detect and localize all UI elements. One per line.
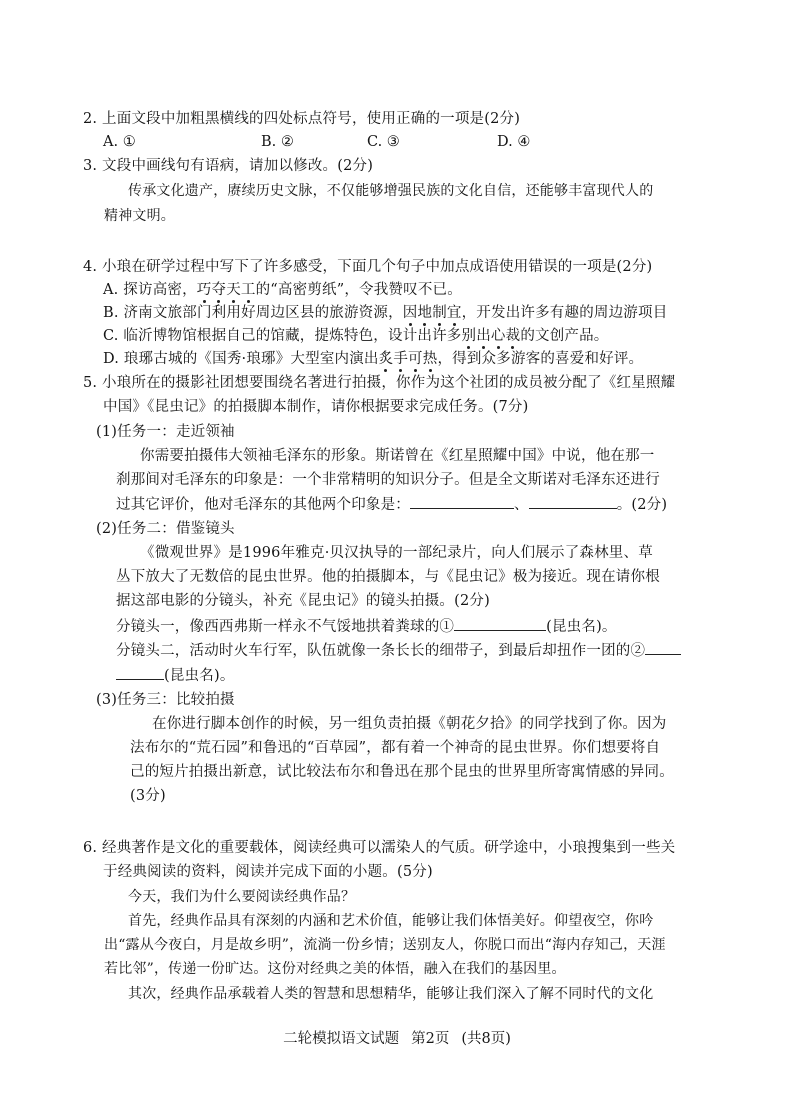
emphasis-dot-char: 宜 [446, 305, 462, 321]
q2-option-b: B. ② [261, 134, 294, 150]
q2-option-c: C. ③ [367, 134, 400, 150]
emphasis-dot-char: 制 [432, 305, 447, 321]
q3-stem: 3. 文段中画线句有语病，请加以修改。(2分) [83, 158, 374, 174]
q2-option-d: D. ④ [497, 134, 531, 150]
q5-stem-line2: 中国》《昆虫记》的拍摄脚本制作，请你根据要求完成任务。(7分) [103, 399, 529, 415]
q5-task2-line1: 《微观世界》是1996年雅克·贝汉执导的一部纪录片，向人们展示了森林里、草 [140, 545, 653, 561]
q5-shot2-line2: (昆虫名)。 [116, 665, 235, 686]
q5-task2-title: (2)任务二：借鉴镜头 [96, 521, 235, 537]
q5-shot1: 分镜头一，像西西弗斯一样永不气馁地拱着粪球的① (昆虫名)。 [116, 616, 617, 637]
emphasis-dot-char: 热 [422, 351, 438, 367]
q5-task3-line4: (3分) [130, 788, 166, 804]
q6-paragraph-2-line2: 出“露从今夜白，月是故乡明”，流淌一份乡情；送别友人，你脱口而出“海内存知己，天涯 [104, 937, 666, 953]
q5-task3-line2: 法布尔的“荒石园”和鲁迅的“百草园”，都有着一个神奇的昆虫世界。你们想要将自 [130, 740, 661, 756]
emphasis-dot-char: 工 [240, 282, 256, 298]
emphasis-dot-char: 可 [408, 351, 423, 367]
emphasis-dot-char: 出 [476, 328, 491, 344]
q6-stem-line2: 于经典阅读的资料，阅读并完成下面的小题。(5分) [103, 864, 433, 880]
emphasis-dot-char: 因 [402, 305, 418, 321]
emphasis-dot-char: 手 [393, 351, 409, 367]
q5-task2-line3: 据这部电影的分镜头，补充《昆虫记》的镜头拍摄。(2分) [116, 593, 490, 609]
q4-b-dotted-idiom [403, 305, 462, 321]
answer-blank-insect-2a[interactable] [645, 640, 681, 655]
emphasis-dot-char: 地 [417, 305, 433, 321]
q4-stem: 4. 小琅在研学过程中写下了许多感受，下面几个句子中加点成语使用错误的一项是(2分) [83, 259, 653, 275]
q4-option-d: D. 琅琊古城的《国秀·琅琊》大型室内演出炙手可热，得到众多游客的喜爱和好评。 [103, 351, 644, 367]
q4-option-a: A. 探访高密，巧夺天工的“高密剪纸”，令我赞叹不已。 [103, 282, 462, 298]
emphasis-dot-char: 夺 [211, 282, 227, 298]
answer-blank-1[interactable] [410, 494, 514, 509]
q2-stem: 2. 上面文段中加粗黑横线的四处标点符号，使用正确的一项是(2分) [83, 111, 521, 127]
q5-task3-line3: 己的短片拍摄出新意，试比较法布尔和鲁迅在那个昆虫的世界里所寄寓情感的异同。 [130, 764, 674, 780]
footer-page-number: 第2页 [411, 1031, 450, 1047]
emphasis-dot-char: 别 [461, 328, 477, 344]
q5-task2-line2: 丛下放大了无数倍的昆虫世界。他的拍摄脚本，与《昆虫记》极为接近。现在请你根 [116, 569, 660, 585]
q5-task3-title: (3)任务三：比较拍摄 [96, 692, 235, 708]
emphasis-dot-char: 裁 [505, 328, 521, 344]
q5-task1-line3: 过其它评价，他对毛泽东的其他两个印象是： 、 。(2分) [116, 494, 667, 515]
q2-option-a: A. ① [103, 134, 136, 150]
footer-total-pages: (共8页) [461, 1031, 511, 1047]
q4-option-b: B. 济南文旅部门利用好周边区县的旅游资源，因地制宜，开发出许多有趣的周边游项目 [103, 305, 668, 321]
page-footer [0, 1027, 794, 1048]
q6-paragraph-2-line3: 若比邻”，传递一份旷达。这份对经典之美的体悟，融入在我们的基因里。 [104, 961, 566, 977]
emphasis-dot-char: 心 [490, 328, 506, 344]
footer-title: 二轮模拟语文试题 [283, 1031, 400, 1047]
q5-task3-line1: 在你进行脚本创作的时候，另一组负责拍摄《朝花夕拾》的同学找到了你。因为 [152, 716, 667, 732]
q5-task1-line2: 刹那间对毛泽东的印象是：一个非常精明的知识分子。但是全文斯诺对毛泽东还进行 [116, 472, 660, 488]
answer-blank-2[interactable] [529, 494, 617, 509]
q6-paragraph-1: 今天，我们为什么要阅读经典作品？ [128, 889, 356, 905]
q5-task1-line1: 你需要拍摄伟大领袖毛泽东的形象。斯诺曾在《红星照耀中国》中说，他在那一 [140, 448, 655, 464]
q3-sentence-line2: 精神文明。 [104, 208, 175, 224]
q6-stem-line1: 6. 经典著作是文化的重要载体，阅读经典可以濡染人的气质。研学途中，小琅搜集到一些关 [83, 840, 676, 856]
answer-blank-insect-1[interactable] [454, 616, 546, 631]
q3-sentence-line1: 传承文化遗产，赓续历史文脉，不仅能够增强民族的文化自信，还能够丰富现代人的 [128, 183, 654, 199]
q5-stem-line1: 5. 小琅所在的摄影社团想要围绕名著进行拍摄，你作为这个社团的成员被分配了《红星照耀 [83, 375, 676, 391]
q4-option-c: C. 临沂博物馆根据自己的馆藏，提炼特色，设计出许多别出心裁的文创产品。 [103, 328, 609, 344]
q6-paragraph-2-line1: 首先，经典作品具有深刻的内涵和艺术价值，能够让我们体悟美好。仰望夜空，你吟 [128, 913, 654, 929]
q4-a-dotted-idiom [197, 282, 256, 298]
answer-blank-insect-2b[interactable] [116, 665, 164, 680]
q5-task1-title: (1)任务一：走近领袖 [96, 424, 235, 440]
emphasis-dot-char: 天 [226, 282, 241, 298]
q5-shot2-line1: 分镜头二，活动时火车行军，队伍就像一条长长的细带子，到最后却扭作一团的② [116, 640, 681, 661]
q4-d-dotted-idiom [379, 351, 438, 367]
q4-c-dotted-idiom [462, 328, 521, 344]
emphasis-dot-char: 巧 [196, 282, 212, 298]
q6-paragraph-3-line1: 其次，经典作品承载着人类的智慧和思想精华，能够让我们深入了解不同时代的文化 [128, 986, 654, 1002]
emphasis-dot-char: 炙 [378, 351, 394, 367]
